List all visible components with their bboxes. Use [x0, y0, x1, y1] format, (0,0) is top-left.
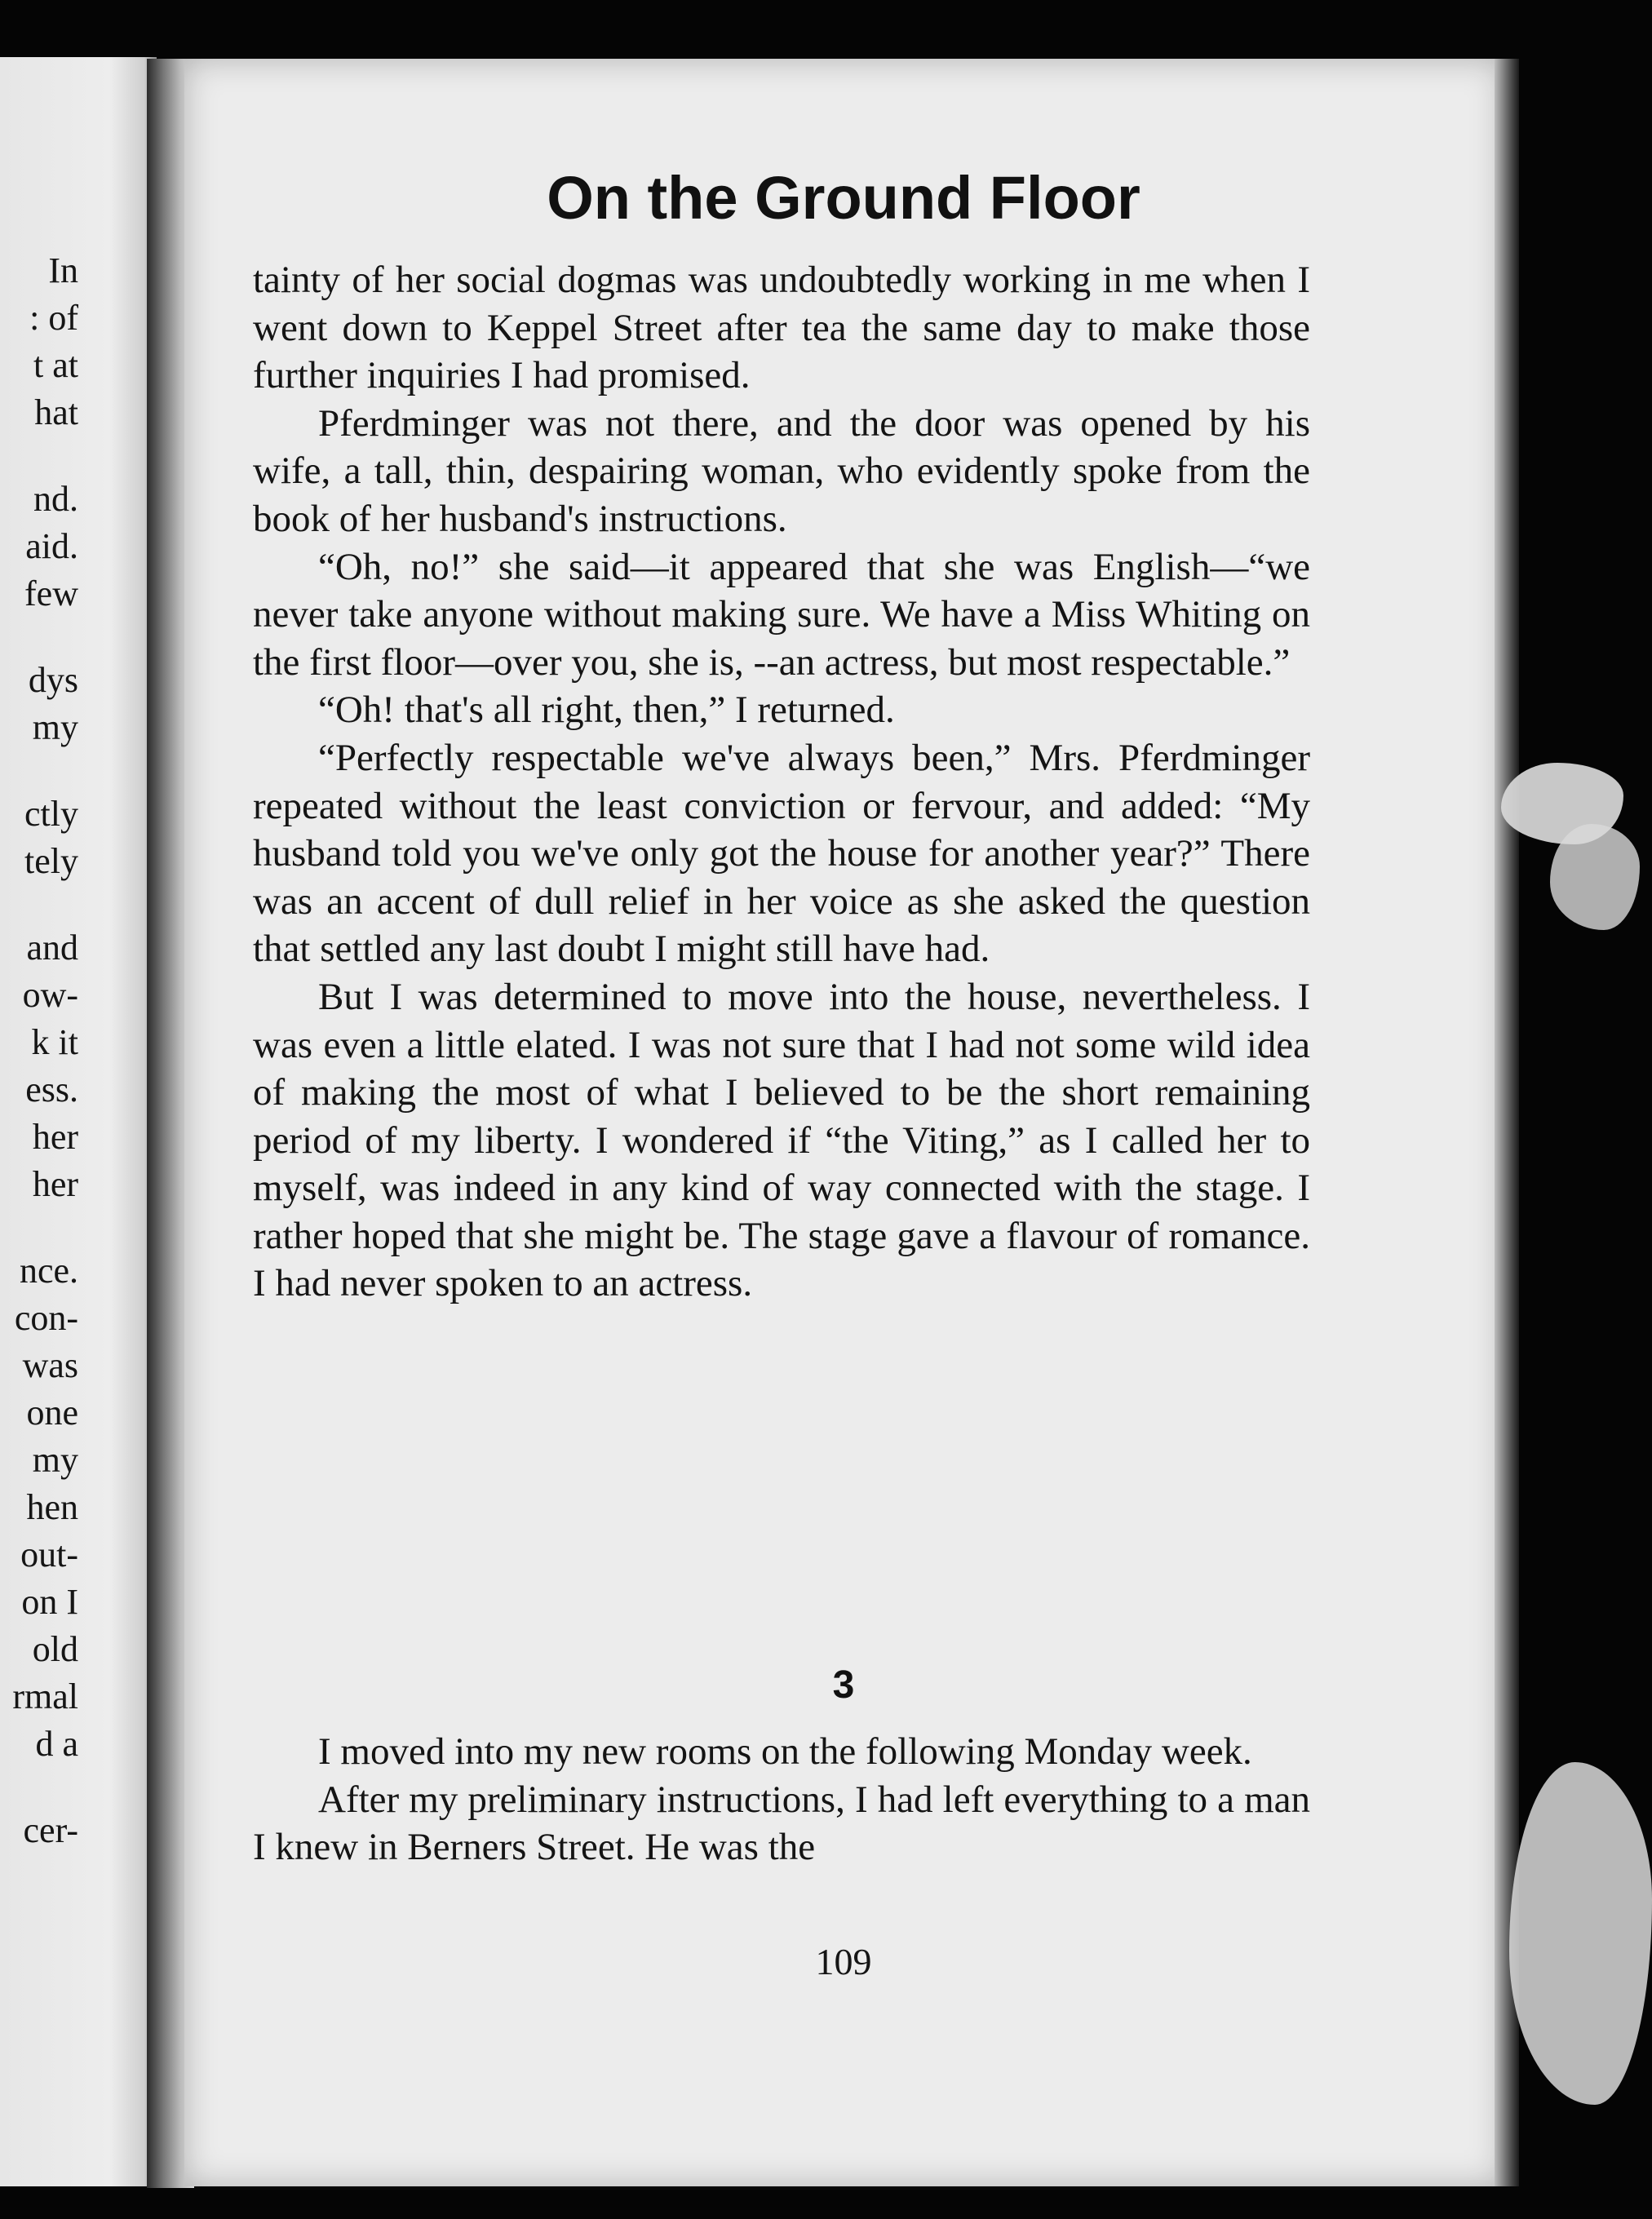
- running-head: On the Ground Floor: [547, 164, 1140, 232]
- previous-page-line-end: tely: [24, 841, 78, 881]
- paragraph: But I was determined to move into the house, nevertheless. I was even a little elated. I was not sure that I had not some wild idea of making the most of what I believed to be the short remaining period of my liberty. I wondered if “the Viting,” as I called her to myself, was indeed in any kind of way connected with the stage. I rather hoped that she might be. The stage gave a flavour of romance. I had never spoken to an actress.: [253, 975, 1310, 1305]
- previous-page-line-end: cer-: [23, 1810, 78, 1850]
- previous-page-line-end: hat: [34, 392, 78, 432]
- body-text: [253, 256, 1310, 1308]
- paper-damage-blotch: [1550, 824, 1640, 930]
- previous-page-line-end: old: [32, 1629, 78, 1669]
- previous-page-line-end: nd.: [33, 479, 78, 519]
- paragraph: “Perfectly respectable we've always been,” Mrs. Pferdminger repeated without the least conviction or fervour, and added: “My husband told you we've only got the house for another year?” There was an accent of dull relief in her voice as she asked the question that settled any last doubt I might still have had.: [253, 736, 1310, 971]
- previous-page-line-end: and: [26, 928, 78, 968]
- previous-page-line-end: one: [26, 1393, 78, 1433]
- previous-page-line-end: aid.: [25, 526, 78, 566]
- previous-page-line-end: ctly: [24, 794, 78, 834]
- previous-page-line-end: her: [32, 1117, 78, 1157]
- previous-page-line-end: on I: [21, 1582, 78, 1622]
- body-text-section-3: [253, 1728, 1310, 1871]
- previous-page-line-end: : of: [29, 298, 78, 338]
- paper-damage-blotch: [1509, 1762, 1652, 2105]
- previous-page-line-end: rmal: [12, 1676, 78, 1716]
- previous-page-line-end: dys: [28, 660, 78, 700]
- paragraph: “Oh, no!” she said—it appeared that she was English—“we never take anyone without making sure. We have a Miss Whiting on the first floor—over you, she is, --an actress, but most respectable.”: [253, 545, 1310, 684]
- previous-page-line-end: k it: [31, 1022, 78, 1062]
- paragraph: tainty of her social dogmas was undoubtedly working in me when I went down to Keppel Street after tea the same day to make those further inquiries I had promised.: [253, 259, 1310, 397]
- previous-page-line-end: my: [32, 1440, 78, 1480]
- previous-page-line-end: nce.: [19, 1251, 78, 1291]
- previous-page-line-end: t at: [33, 345, 78, 385]
- previous-page-line-end: In: [48, 250, 78, 290]
- section-number: 3: [832, 1663, 855, 1707]
- previous-page-line-end: her: [32, 1164, 78, 1204]
- paragraph: Pferdminger was not there, and the door was opened by his wife, a tall, thin, despairing woman, who evidently spoke from the book of her husband's instructions.: [253, 401, 1310, 540]
- previous-page-line-end: my: [32, 707, 78, 747]
- previous-page-line-end: hen: [26, 1487, 78, 1527]
- previous-page-line-end: was: [22, 1345, 78, 1385]
- previous-page-line-end: con-: [14, 1298, 78, 1338]
- paragraph: After my preliminary instructions, I had left everything to a man I knew in Berners Street. He was the: [253, 1778, 1310, 1869]
- previous-page-line-end: ess.: [25, 1070, 78, 1110]
- previous-page-line-end: out-: [20, 1535, 78, 1575]
- previous-page-line-end: ow-: [22, 975, 78, 1015]
- paragraph: “Oh! that's all right, then,” I returned.: [318, 689, 895, 732]
- previous-page-line-end: d a: [35, 1724, 78, 1764]
- paragraph: I moved into my new rooms on the following Monday week.: [318, 1730, 1252, 1773]
- page-number: 109: [815, 1941, 872, 1982]
- previous-page-line-end: few: [24, 574, 78, 613]
